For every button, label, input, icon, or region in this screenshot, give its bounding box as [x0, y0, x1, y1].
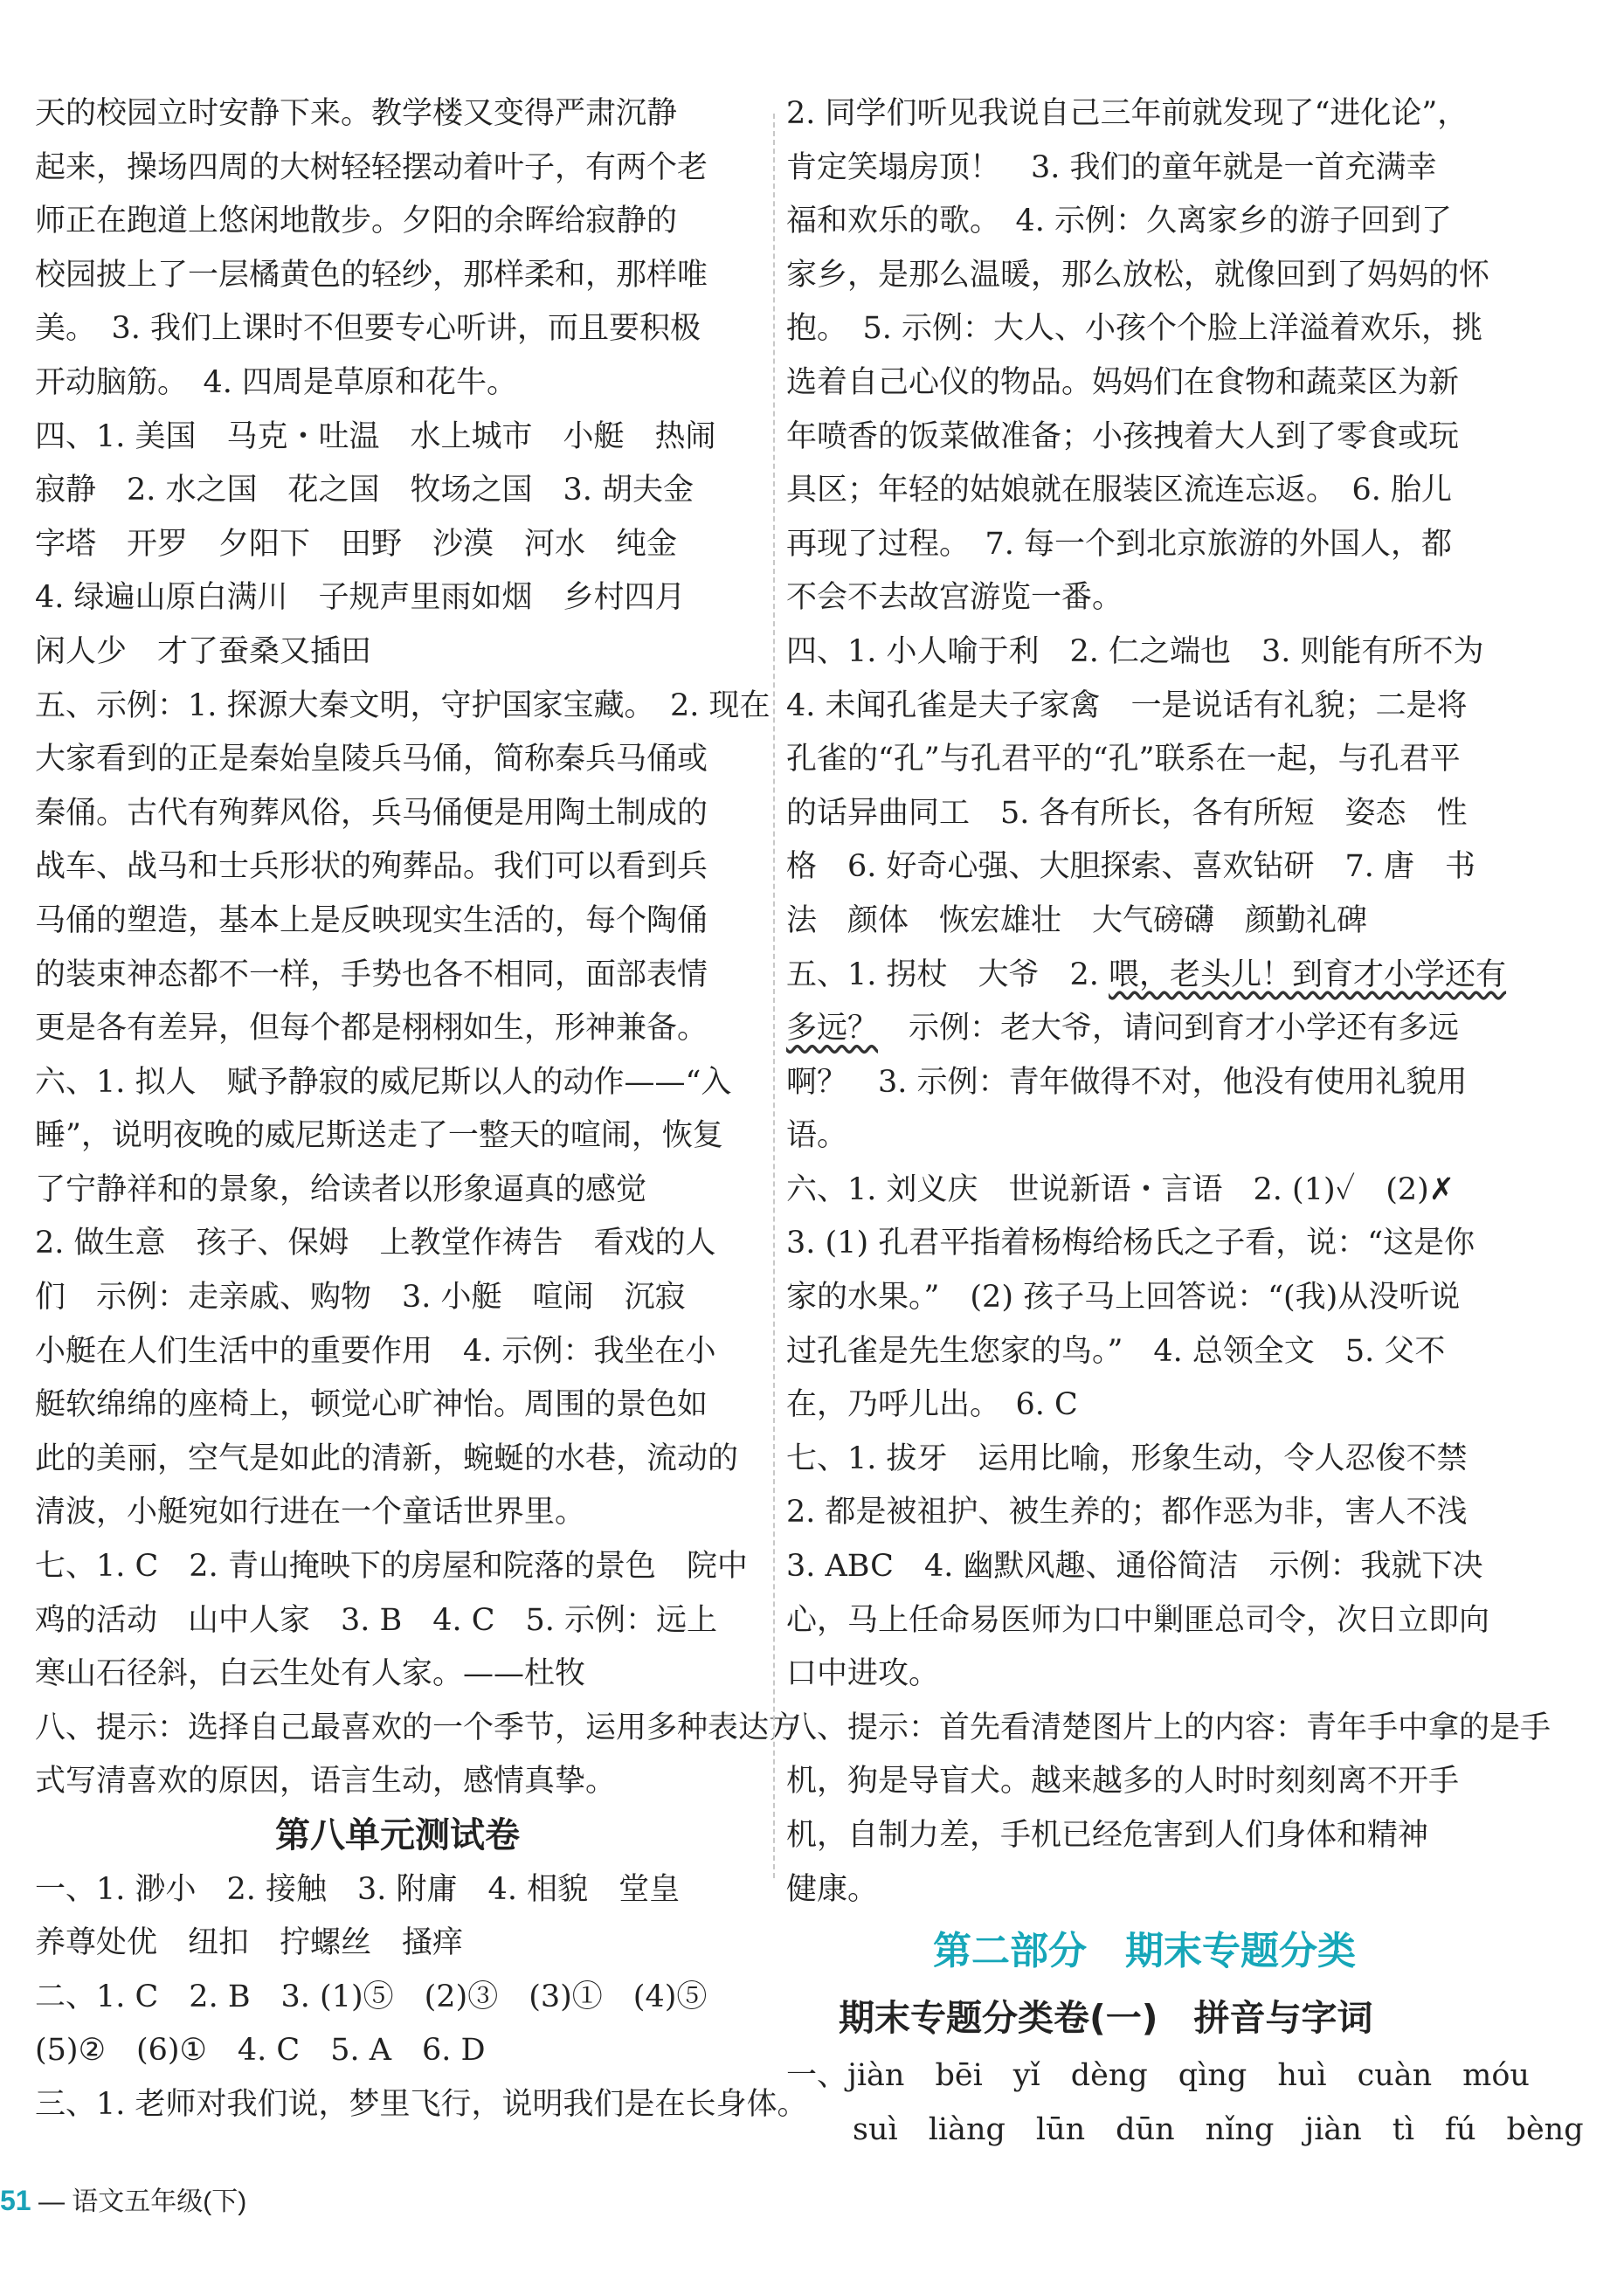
text-line: 清波，小艇宛如行进在一个童话世界里。: [35, 1495, 586, 1530]
page-number: 51: [0, 2185, 31, 2216]
text-line: 的装束神态都不一样，手势也各不相同，面部表情: [35, 957, 708, 992]
text-line: 肯定笑塌房顶！ 3. 我们的童年就是一首充满幸: [786, 149, 1437, 185]
footer-dash: —: [38, 2187, 65, 2216]
text-line: 睡”，说明夜晚的威尼斯送走了一整天的喧闹，恢复: [35, 1118, 723, 1154]
text-line: 美。 3. 我们上课时不但要专心听讲，而且要积极: [35, 311, 701, 347]
text-line: 机，自制力差，手机已经危害到人们身体和精神: [786, 1818, 1429, 1853]
text-line: 七、1. C 2. 青山掩映下的房屋和院落的景色 院中: [35, 1549, 748, 1585]
text-line: 家乡，是那么温暖，那么放松，就像回到了妈妈的怀: [786, 257, 1490, 293]
text-line: 式写清喜欢的原因，语言生动，感情真挚。: [35, 1764, 617, 1800]
text-line: 家的水果。” (2) 孩子马上回答说：“(我)从没听说: [786, 1280, 1461, 1316]
text-line: 八、提示：首先看清楚图片上的内容：青年手中拿的是手: [786, 1710, 1551, 1745]
text-line: 在，乃呼儿出。 6. C: [786, 1387, 1078, 1423]
text-line: 战车、战马和士兵形状的殉葬品。我们可以看到兵: [35, 849, 708, 885]
unit-heading: 第八单元测试卷: [275, 1815, 520, 1855]
text-line: 校园披上了一层橘黄色的轻纱，那样柔和，那样唯: [35, 257, 708, 293]
text-line: 机，狗是导盲犬。越来越多的人时时刻刻离不开手: [786, 1764, 1460, 1800]
text-line: 开动脑筋。 4. 四周是草原和花牛。: [35, 364, 518, 400]
text-line: 六、1. 拟人 赋予静寂的威尼斯以人的动作——“入: [35, 1064, 732, 1100]
text-line: 七、1. 拔牙 运用比喻，形象生动，令人忍俊不禁: [786, 1440, 1468, 1476]
text-line: 抱。 5. 示例：大人、小孩个个脸上洋溢着欢乐，挑: [786, 311, 1483, 347]
text-line: [786, 949, 1507, 1003]
text-line: 小艇在人们生活中的重要作用 4. 示例：我坐在小: [35, 1333, 716, 1369]
text-line: 一、1. 渺小 2. 接触 3. 附庸 4. 相貌 堂皇: [35, 1871, 681, 1907]
right-column: [786, 87, 1584, 2157]
pinyin-block: [786, 2049, 1584, 2157]
text-line: 天的校园立时安静下来。教学楼又变得严肃沉静: [35, 96, 678, 131]
pinyin-line: 一、jiàn bēi yǐ dèng qìng huì cuàn móu: [786, 2058, 1530, 2094]
text-line: 八、提示：选择自己最喜欢的一个季节，运用多种表达方: [35, 1710, 800, 1745]
text-line: 啊？ 3. 示例：青年做得不对，他没有使用礼貌用: [786, 1064, 1468, 1100]
text-line: 五、示例：1. 探源大秦文明，守护国家宝藏。 2. 现在: [35, 687, 771, 723]
part-title: 第二部分 期末专题分类: [933, 1929, 1356, 1974]
text-line: (5)② (6)① 4. C 5. A 6. D: [35, 2033, 486, 2069]
text-line: 过孔雀是先生您家的鸟。” 4. 总领全文 5. 父不: [786, 1333, 1446, 1369]
text-line: 3. ABC 4. 幽默风趣、通俗简洁 示例：我就下决: [786, 1549, 1483, 1585]
text-line: 大家看到的正是秦始皇陵兵马俑，简称秦兵马俑或: [35, 742, 708, 777]
text-line: 格 6. 好奇心强、大胆探索、喜欢钻研 7. 唐 书: [786, 849, 1476, 885]
text-line: 口中进攻。: [786, 1656, 940, 1692]
text-line: 4. 绿遍山原白满川 子规声里雨如烟 乡村四月: [35, 580, 686, 616]
text-line: 起来，操场四周的大树轻轻摆动着叶子，有两个老: [35, 149, 708, 185]
text-line: 选着自己心仪的物品。妈妈们在食物和蔬菜区为新: [786, 364, 1460, 400]
text-line: 年喷香的饭菜做准备；小孩拽着大人到了零食或玩: [786, 418, 1460, 454]
book-title: 语文五年级(下): [72, 2187, 247, 2216]
text-line: 具区；年轻的姑娘就在服装区流连忘返。 6. 胎儿: [786, 473, 1453, 508]
text-line: 法 颜体 恢宏雄壮 大气磅礴 颜勤礼碑: [786, 902, 1368, 938]
text-line: 3. (1) 孔君平指着杨梅给杨氏之子看，说：“这是你: [786, 1226, 1475, 1261]
text-line: 再现了过程。 7. 每一个到北京旅游的外国人，都: [786, 526, 1453, 562]
five-rest: 示例：老大爷，请问到育才小学还有多远: [878, 1011, 1460, 1047]
left-answers-block: [35, 87, 800, 1809]
text-line: 闲人少 才了蚕桑又插田: [35, 633, 372, 669]
text-line: 2. 做生意 孩子、保姆 上教堂作祷告 看戏的人: [35, 1226, 716, 1261]
text-line: 二、1. C 2. B 3. (1)⑤ (2)③ (3)① (4)⑤: [35, 1979, 708, 2014]
wavy-underlined-text: 喂，老头儿！到育才小学还有: [1109, 957, 1507, 992]
text-line: 了宁静祥和的景象，给读者以形象逼真的感觉: [35, 1171, 647, 1207]
text-line: 马俑的塑造，基本上是反映现实生活的，每个陶俑: [35, 902, 708, 938]
text-line: 更是各有差异，但每个都是栩栩如生，形神兼备。: [35, 1011, 708, 1047]
text-line: 养尊处优 纽扣 拧螺丝 搔痒: [35, 1925, 464, 1961]
text-line: 字塔 开罗 夕阳下 田野 沙漠 河水 纯金: [35, 526, 678, 562]
text-line: 四、1. 美国 马克・吐温 水上城市 小艇 热闹: [35, 418, 716, 454]
text-line: 语。: [786, 1118, 848, 1154]
text-line: 寂静 2. 水之国 花之国 牧场之国 3. 胡夫金: [35, 473, 695, 508]
unit8-answers-block: [35, 1863, 808, 2132]
text-line: 心，马上任命易医师为口中剿匪总司令，次日立即向: [786, 1602, 1490, 1638]
text-line: 福和欢乐的歌。 4. 示例：久离家乡的游子回到了: [786, 204, 1453, 239]
text-line: 师正在跑道上悠闲地散步。夕阳的余晖给寂静的: [35, 204, 678, 239]
text-line: 艇软绵绵的座椅上，顿觉心旷神怡。周围的景色如: [35, 1387, 708, 1423]
five-prefix: 五、1. 拐杖 大爷 2.: [786, 957, 1109, 992]
text-line: 4. 未闻孔雀是夫子家禽 一是说话有礼貌；二是将: [786, 687, 1468, 723]
text-line: 四、1. 小人喻于利 2. 仁之端也 3. 则能有所不为: [786, 633, 1484, 669]
pinyin-line: suì liàng lūn dūn nǐng jiàn tì fú bèng: [853, 2111, 1584, 2147]
text-line: 鸡的活动 山中人家 3. B 4. C 5. 示例：远上: [35, 1602, 718, 1638]
right-answers-block: [786, 87, 1551, 1917]
text-line: 寒山石径斜，白云生处有人家。——杜牧: [35, 1656, 586, 1692]
text-line: 三、1. 老师对我们说，梦里飞行，说明我们是在长身体。: [35, 2086, 808, 2122]
text-line: 健康。: [786, 1871, 879, 1907]
page-footer: [0, 2180, 246, 2218]
text-line: 秦俑。古代有殉葬风俗，兵马俑便是用陶土制成的: [35, 795, 708, 831]
text-line: 孔雀的“孔”与孔君平的“孔”联系在一起，与孔君平: [786, 742, 1461, 777]
text-line: 2. 都是被祖护、被生养的；都作恶为非，害人不浅: [786, 1495, 1468, 1530]
left-column: [35, 87, 808, 2132]
text-line: [786, 1002, 1503, 1056]
column-divider: [773, 114, 775, 1878]
text-line: 们 示例：走亲戚、购物 3. 小艇 喧闹 沉寂: [35, 1280, 686, 1316]
wavy-underlined-text: 多远？: [786, 1011, 879, 1047]
text-line: 不会不去故宫游览一番。: [786, 580, 1123, 616]
text-line: 六、1. 刘义庆 世说新语・言语 2. (1)✓ (2)✗: [786, 1171, 1455, 1207]
text-line: 2. 同学们听见我说自己三年前就发现了“进化论”，: [786, 96, 1469, 131]
sub-title: 期末专题分类卷(一) 拼音与字词: [839, 1997, 1373, 2040]
text-line: 的话异曲同工 5. 各有所长，各有所短 姿态 性: [786, 795, 1468, 831]
text-line: 此的美丽，空气是如此的清新，蜿蜒的水巷，流动的: [35, 1440, 739, 1476]
